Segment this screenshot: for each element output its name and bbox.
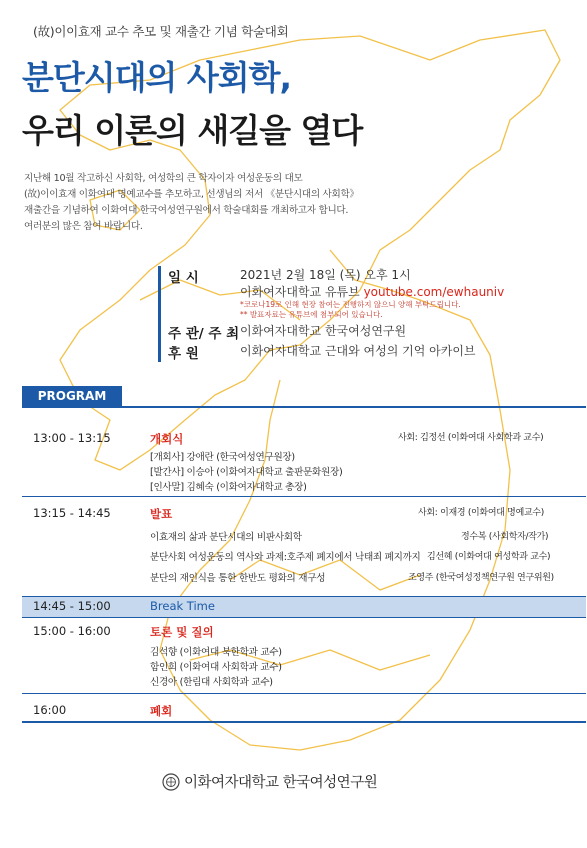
session-time: 13:00 - 13:15 (33, 431, 111, 445)
session-moderator: 사회: 이재경 (이화여대 명예교수) (418, 508, 544, 518)
event-info-block (158, 266, 504, 362)
host-value: 이화여자대학교 한국여성연구원 (240, 324, 407, 338)
talk-title: 이효재의 삶과 분단시대의 비판사회학 (150, 532, 302, 543)
discussant: 김석향 (이화여대 북한학과 교수) (150, 647, 282, 658)
sponsor-value: 이화여자대학교 근대와 여성의 기억 아카이브 (240, 344, 476, 358)
host-row (168, 322, 504, 342)
date-row (168, 266, 504, 320)
notice-covid: *코로나19로 인해 현장 참여는 진행하지 않으니 양해 부탁드립니다. (240, 300, 461, 309)
discussant: 신경아 (한림대 사회학과 교수) (150, 677, 273, 688)
talk-speaker: 조영주 (한국여성정책연구원 연구위원) (408, 573, 554, 583)
title-line-1: 분단시대의 사회학, (22, 58, 292, 97)
intro-line: 여러분의 많은 참여 바랍니다. (24, 221, 143, 232)
talk-speaker: 정수복 (사회학자/작가) (461, 532, 549, 542)
program-bottom-rule (22, 721, 586, 723)
session-time: 15:00 - 16:00 (33, 624, 111, 638)
venue-prefix: 이화여자대학교 유튜브 (240, 285, 364, 299)
host-label: 주 관/ 주 최 (168, 326, 240, 342)
sponsor-row (168, 342, 504, 362)
institution-name: 이화여자대학교 한국여성연구원 (184, 775, 378, 791)
program-badge: PROGRAM (22, 386, 122, 406)
venue-value (240, 283, 504, 300)
institution-logo (162, 771, 377, 792)
event-subtitle: (故)이이효재 교수 추모 및 재출간 기념 학술대회 (33, 24, 289, 39)
intro-line: (故)이이효재 이화여대 명예교수를 추모하고, 선생님의 저서 《분단시대의 사회학》 (24, 189, 359, 200)
section-divider (22, 693, 586, 694)
session-time: 14:45 - 15:00 (33, 599, 111, 613)
section-divider (22, 496, 586, 497)
intro-line: 재출간을 기념하여 이화여대 한국여성연구원에서 학술대회를 개최하고자 합니다. (24, 205, 349, 216)
session-moderator: 사회: 김정선 (이화여대 사회학과 교수) (398, 433, 544, 443)
session-title: 개회식 (150, 432, 184, 446)
program-top-rule (22, 406, 586, 408)
talk-title: 분단의 재인식을 통한 한반도 평화의 재구성 (150, 573, 326, 584)
session-title: 발표 (150, 507, 173, 521)
intro-paragraph (24, 171, 359, 235)
intro-line: 지난해 10월 작고하신 사회학, 여성학의 큰 학자이자 여성운동의 대모 (24, 173, 303, 184)
talk-title: 분단사회 여성운동의 역사와 과제:호주제 폐지에서 낙태죄 폐지까지 (150, 552, 421, 563)
title-line-2: 우리 이론의 새길을 열다 (22, 111, 363, 150)
youtube-link[interactable]: youtube.com/ewhauniv (363, 285, 505, 299)
session-item: [인사말] 김혜숙 (이화여자대학교 총장) (150, 482, 307, 493)
break-title: Break Time (150, 599, 215, 613)
session-title: 폐회 (150, 704, 173, 718)
notice-materials: ** 발표자료는 유튜브에 첨부되어 있습니다. (240, 310, 383, 319)
ewha-emblem-icon (162, 773, 180, 791)
session-time: 13:15 - 14:45 (33, 506, 111, 520)
talk-speaker: 김선혜 (이화여대 여성학과 교수) (427, 552, 551, 562)
session-title: 토론 및 질의 (150, 625, 214, 639)
session-item: [발간사] 이승아 (이화여자대학교 출판문화원장) (150, 467, 343, 478)
session-item: [개회사] 강애란 (한국여성연구원장) (150, 452, 295, 463)
date-value: 2021년 2월 18일 (목) 오후 1시 (240, 268, 411, 282)
session-time: 16:00 (33, 703, 67, 717)
discussant: 함인희 (이화여대 사회학과 교수) (150, 662, 282, 673)
date-label: 일 시 (168, 270, 199, 286)
sponsor-label: 후 원 (168, 346, 199, 362)
